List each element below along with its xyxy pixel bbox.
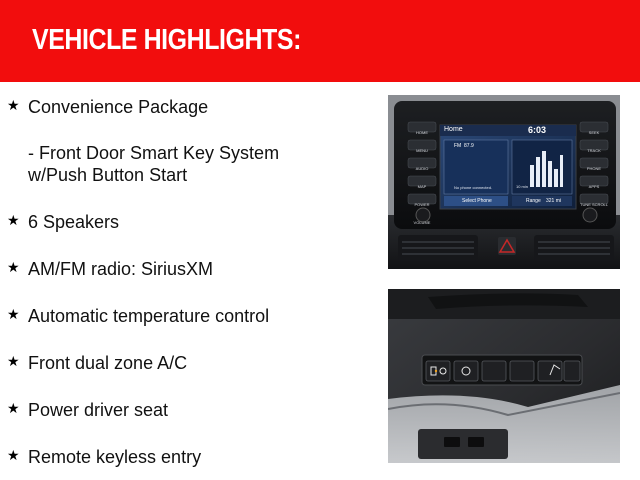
tune-scroll-button: TUNE SCROLL bbox=[580, 202, 609, 207]
audio-button: AUDIO bbox=[415, 166, 429, 171]
menu-button: MENU bbox=[416, 148, 428, 153]
highlight-label: Power driver seat bbox=[28, 400, 169, 420]
star-icon: ★ bbox=[7, 213, 20, 229]
switch-panel-illustration bbox=[388, 289, 620, 463]
infotainment-photo bbox=[388, 95, 620, 269]
switch-panel-photo bbox=[388, 289, 620, 463]
highlight-label: 6 Speakers bbox=[28, 212, 120, 232]
star-icon: ★ bbox=[7, 448, 20, 464]
star-icon: ★ bbox=[7, 401, 20, 417]
range-value: 321 mi bbox=[546, 198, 562, 204]
package-detail-line: w/Push Button Start bbox=[28, 165, 188, 185]
seek-button: SEEK bbox=[588, 130, 600, 135]
highlight-label: Convenience Package bbox=[28, 97, 209, 117]
page-title: VEHICLE HIGHLIGHTS: bbox=[32, 24, 301, 56]
time-label: 10 min bbox=[516, 184, 529, 189]
package-detail-line: - Front Door Smart Key System bbox=[28, 143, 280, 163]
track-button: TRACK bbox=[587, 148, 601, 153]
highlight-item bbox=[0, 352, 380, 376]
header-banner bbox=[0, 0, 640, 82]
highlight-item bbox=[0, 305, 380, 329]
highlight-item bbox=[0, 399, 380, 423]
phone-button: PHONE bbox=[586, 166, 602, 171]
home-button: HOME bbox=[416, 130, 428, 135]
package-detail bbox=[28, 142, 279, 186]
screen-title: Home bbox=[444, 126, 463, 133]
highlight-item bbox=[0, 96, 380, 120]
left-button-labels bbox=[408, 124, 436, 232]
phone-status: No phone connected. bbox=[454, 185, 493, 190]
select-phone-button: Select Phone bbox=[462, 198, 492, 204]
highlight-label: AM/FM radio: SiriusXM bbox=[28, 259, 214, 279]
star-icon: ★ bbox=[7, 98, 20, 114]
radio-station: FM 87.9 bbox=[454, 143, 474, 149]
highlight-item bbox=[0, 258, 380, 282]
map-button: MAP bbox=[417, 184, 427, 189]
right-button-labels bbox=[580, 124, 608, 214]
star-icon: ★ bbox=[7, 354, 20, 370]
range-label: Range bbox=[526, 198, 541, 204]
power-volume-button: POWER VOLUME bbox=[413, 202, 431, 225]
highlight-item bbox=[0, 211, 380, 235]
highlight-label: Automatic temperature control bbox=[28, 306, 270, 326]
star-icon: ★ bbox=[7, 260, 20, 276]
highlight-label: Front dual zone A/C bbox=[28, 353, 188, 373]
screen-clock: 6:03 bbox=[528, 125, 547, 135]
apps-button: APPS bbox=[588, 184, 600, 189]
star-icon: ★ bbox=[7, 307, 20, 323]
highlight-item bbox=[0, 446, 380, 470]
highlight-label: Remote keyless entry bbox=[28, 447, 202, 467]
